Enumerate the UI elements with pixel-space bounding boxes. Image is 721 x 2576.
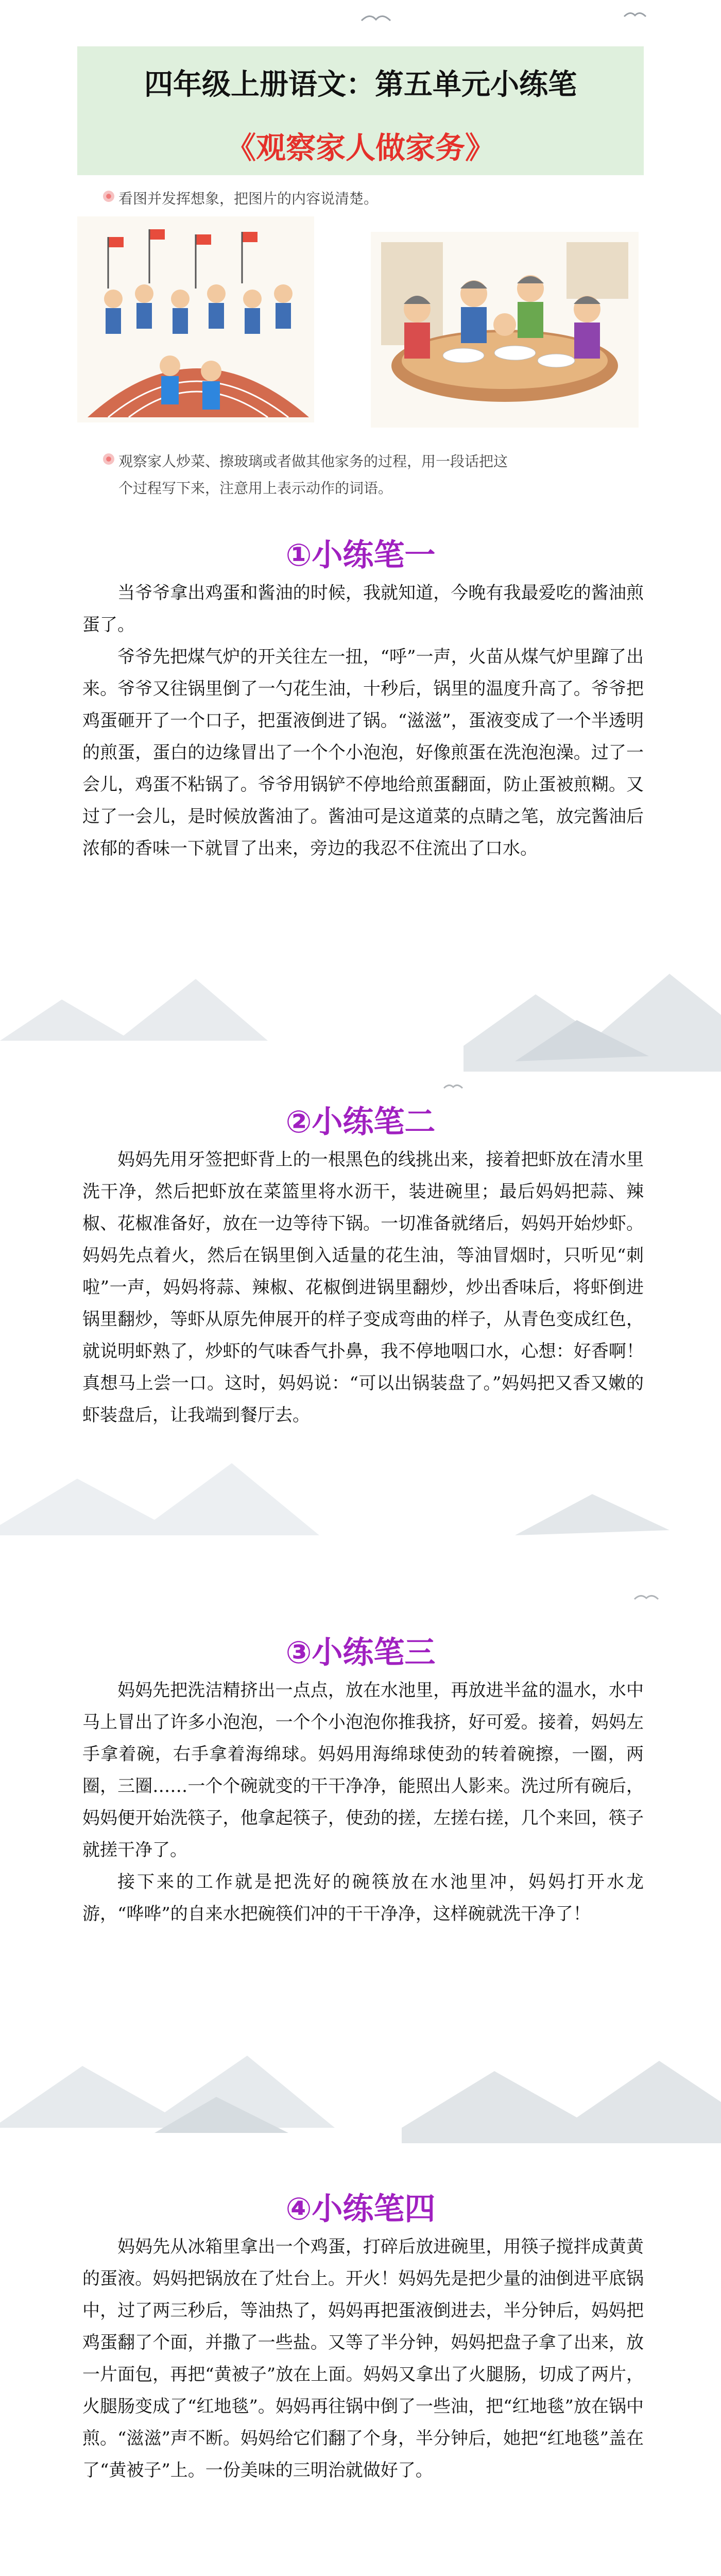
illustration-family-dinner — [371, 232, 639, 428]
paragraph: 当爷爷拿出鸡蛋和酱油的时候，我就知道，今晚有我最爱吃的酱油煎蛋了。 — [82, 583, 644, 635]
section-body — [82, 1674, 644, 1930]
task-text-line: 个过程写下来，注意用上表示动作的词语。 — [118, 480, 393, 497]
header-banner — [77, 46, 644, 175]
task-1 — [118, 185, 378, 212]
mountain-decoration — [0, 938, 721, 1072]
section-title: ①小练笔一 — [285, 537, 436, 573]
section-title: ②小练笔二 — [285, 1104, 436, 1140]
section-body — [82, 577, 644, 865]
paragraph: 妈妈先把洗洁精挤出一点点，放在水池里，再放进半盆的温水，水中马上冒出了许多小泡泡，一个个小泡泡你推我挤，好可爱。接着，妈妈左手拿着碗，右手拿着海绵球。妈妈用海绵球使劲的转着碗擦，一圈，两圈，三圈……一个个碗就变的干干净净，能照出人影来。洗过所有碗后，妈妈便开始洗筷子，他拿起筷子，使劲的搓，左搓右搓，几个来回，筷子就搓干净了。 — [82, 1680, 644, 1860]
page-title: 四年级上册语文：第五单元小练笔 — [144, 68, 577, 101]
task-text: 看图并发挥想象，把图片的内容说清楚。 — [118, 190, 379, 207]
section-body — [82, 1144, 644, 1431]
paragraph: 爷爷先把煤气炉的开关往左一扭，“呼”一声，火苗从煤气炉里蹿了出来。爷爷又往锅里倒了一勺花生油，十秒后，锅里的温度升高了。爷爷把鸡蛋砸开了一个口子，把蛋液倒进了锅。“滋滋”，蛋液变成了一个半透明的煎蛋，蛋白的边缘冒出了一个个小泡泡，好像煎蛋在洗泡泡澡。过了一会儿，鸡蛋不粘锅了。爷爷用锅铲不停地给煎蛋翻面，防止蛋被煎糊。又过了一会儿，是时候放酱油了。酱油可是这道菜的点睛之笔，放完酱油后浓郁的香味一下就冒了出来，旁边的我忍不住流出了口水。 — [82, 647, 644, 859]
section-title: ③小练笔三 — [285, 1635, 436, 1671]
bird-decoration — [623, 9, 647, 20]
section-title: ④小练笔四 — [285, 2191, 436, 2227]
mountain-decoration — [0, 1432, 721, 1546]
bird-decoration — [360, 11, 391, 24]
section-body — [82, 2231, 644, 2486]
bullet-icon — [103, 453, 114, 465]
illustration-sports-day — [77, 216, 314, 422]
paragraph: 妈妈先用牙签把虾背上的一根黑色的线挑出来，接着把虾放在清水里洗干净，然后把虾放在菜篮里将水沥干，装进碗里；最后妈妈把蒜、辣椒、花椒准备好，放在一边等待下锅。一切准备就绪后，妈妈开始炒虾。妈妈先点着火，然后在锅里倒入适量的花生油，等油冒烟时，只听见“刺啦”一声，妈妈将蒜、辣椒、花椒倒进锅里翻炒，炒出香味后，将虾倒进锅里翻炒，等虾从原先伸展开的样子变成弯曲的样子，从青色变成红色，就说明虾熟了，炒虾的气味香气扑鼻，我不停地咽口水，心想：好香啊！真想马上尝一口。这时，妈妈说：“可以出锅装盘了。”妈妈把又香又嫩的虾装盘后，让我端到餐厅去。 — [82, 1149, 644, 1426]
mountain-decoration — [0, 2009, 721, 2143]
paragraph: 接下来的工作就是把洗好的碗筷放在水池里冲，妈妈打开水龙游，“哗哗”的自来水把碗筷们冲的干干净净，这样碗就洗干净了！ — [82, 1872, 644, 1924]
bullet-icon — [103, 191, 114, 202]
bird-decoration — [443, 1082, 464, 1091]
bird-decoration — [633, 1592, 659, 1602]
task-text-line: 观察家人炒菜、擦玻璃或者做其他家务的过程，用一段话把这 — [118, 453, 508, 470]
page-subtitle: 《观察家人做家务》 — [226, 130, 495, 165]
task-2 — [118, 448, 508, 502]
paragraph: 妈妈先从冰箱里拿出一个鸡蛋，打碎后放进碗里，用筷子搅拌成黄黄的蛋液。妈妈把锅放在了灶台上。开火！妈妈先是把少量的油倒进平底锅中，过了两三秒后，等油热了，妈妈再把蛋液倒进去，半分钟后，妈妈把鸡蛋翻了个面，并撒了一些盐。又等了半分钟，妈妈把盘子拿了出来，放一片面包，再把“黄被子”放在上面。妈妈又拿出了火腿肠，切成了两片，火腿肠变成了“红地毯”。妈妈再往锅中倒了一些油，把“红地毯”放在锅中煎。“滋滋”声不断。妈妈给它们翻了个身，半分钟后，她把“红地毯”盖在了“黄被子”上。一份美味的三明治就做好了。 — [82, 2236, 644, 2481]
